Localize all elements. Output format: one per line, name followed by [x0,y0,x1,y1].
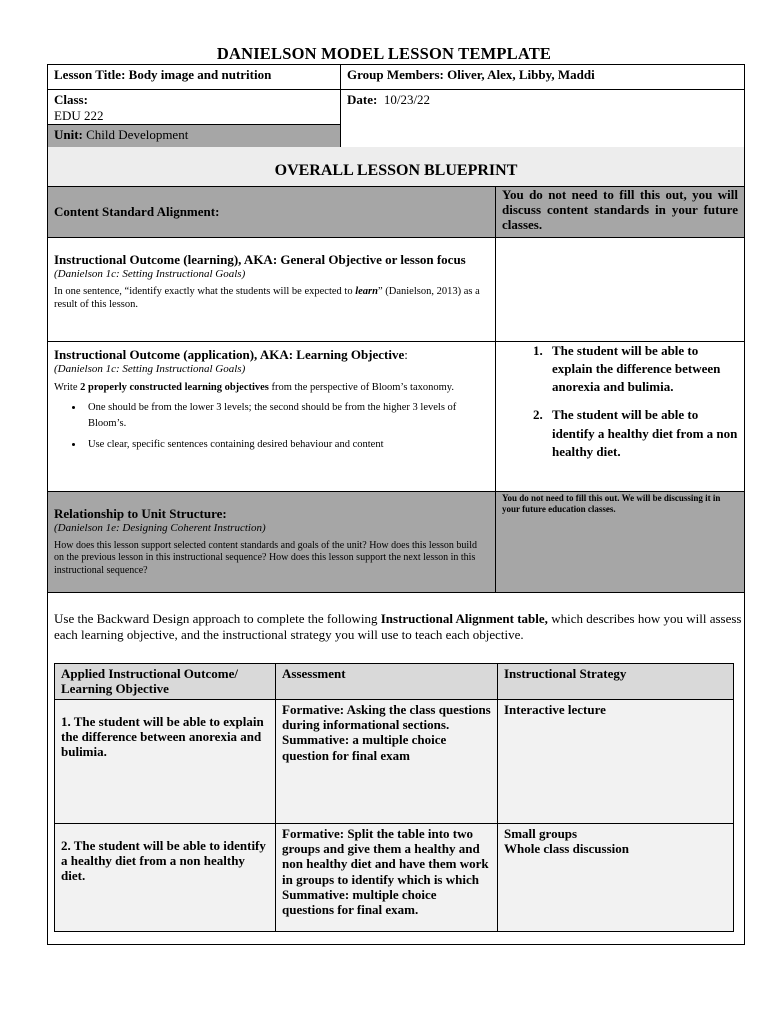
date-cell [341,90,745,149]
row2-assessment: Formative: Split the table into two groups and give them a healthy and non healthy diet and have them work in groups to identify which is which Summative: multiple choice questions for final exam. [276,823,498,931]
outcome-application-instructions: Write 2 properly constructed learning objectives from the perspective of Bloom’s taxonomy. [54,381,454,393]
alignment-header-strategy: Instructional Strategy [498,664,734,700]
bullet-item: • Use clear, specific sentences containing desired behaviour and content [84,437,489,453]
objectives-cell [496,341,745,491]
relationship-text: How does this lesson support selected content standards and goals of the unit? How does this lesson build on the previous lesson in this instructional sequence? How does this lesson support the next lesson in this instructional sequence? [54,539,477,576]
bullet-item: • One should be from the lower 3 levels; the second should be from the higher 3 levels of Bloom’s. [84,400,489,432]
outcome-application-bullets [54,400,489,453]
date-label: Date: [347,92,378,107]
header-table [47,64,745,149]
outcome-learning-ref: (Danielson 1c: Setting Instructional Goals) [54,268,246,281]
row2-objective: 2. The student will be able to identify a healthy diet from a non healthy diet. [55,823,276,931]
objective-item: 1. The student will be able to explain the difference between anorexia and bulimia. [546,342,738,397]
row1-strategy: Interactive lecture [498,699,734,823]
outcome-learning-cell [48,237,496,341]
unit-value: Child Development [86,127,189,142]
relationship-note: You do not need to fill this out. We will be discussing it in your future education classes. [502,492,721,515]
outcome-application-heading: Instructional Outcome (application), AKA: Learning Objective: [54,346,408,362]
lesson-title-label: Lesson Title: [54,67,126,82]
date-value: 10/23/22 [383,92,431,107]
objective-item: 2. The student will be able to identify a healthy diet from a non healthy diet. [546,406,738,461]
outcome-learning-heading: Instructional Outcome (learning), AKA: General Objective or lesson focus [54,251,466,267]
blueprint-table [47,186,745,593]
class-value: EDU 222 [54,108,104,123]
relationship-heading: Relationship to Unit Structure: [54,505,227,521]
lesson-title-value: Body image and nutrition [128,67,272,82]
alignment-table [54,663,734,932]
outcome-application-ref: (Danielson 1c: Setting Instructional Goals) [54,362,246,375]
relationship-cell [48,491,496,592]
row2-strategy: Small groups Whole class discussion [498,823,734,931]
alignment-header-objective: Applied Instructional Outcome/ Learning Objective [55,664,276,700]
lesson-title-cell [48,65,341,90]
group-members-cell [341,65,745,90]
group-members-label: Group Members: [347,67,444,82]
relationship-note-cell [496,491,745,592]
class-cell [48,90,341,125]
unit-label: Unit: [54,127,83,142]
outcome-application-cell [48,341,496,491]
row1-assessment: Formative: Asking the class questions during informational sections. Summative: a multiple choice question for final exam [276,699,498,823]
row1-objective: 1. The student will be able to explain the difference between anorexia and bulimia. [55,699,276,823]
content-standard-note: You do not need to fill this out, you will discuss content standards in your future classes. [496,187,745,238]
backward-design-intro: Use the Backward Design approach to complete the following Instructional Alignment table, which describes how you will assess each learning objective, and the instructional strategy you will use to teach each objective. [54,611,742,642]
alignment-header-assessment: Assessment [276,664,498,700]
objectives-list [502,342,738,461]
group-members-value: Oliver, Alex, Libby, Maddi [447,67,595,82]
outcome-learning-answer [496,237,745,341]
document-title: DANIELSON MODEL LESSON TEMPLATE [216,44,552,63]
outcome-learning-instructions: In one sentence, “identify exactly what the students will be expected to learn” (Danielson, 2013) as a result of this lesson. [54,286,480,311]
class-label: Class: [54,92,88,107]
content-standard-label: Content Standard Alignment: [48,187,496,238]
blueprint-title: OVERALL LESSON BLUEPRINT [274,162,518,179]
unit-cell [48,125,341,149]
relationship-ref: (Danielson 1e: Designing Coherent Instruction) [54,521,266,534]
